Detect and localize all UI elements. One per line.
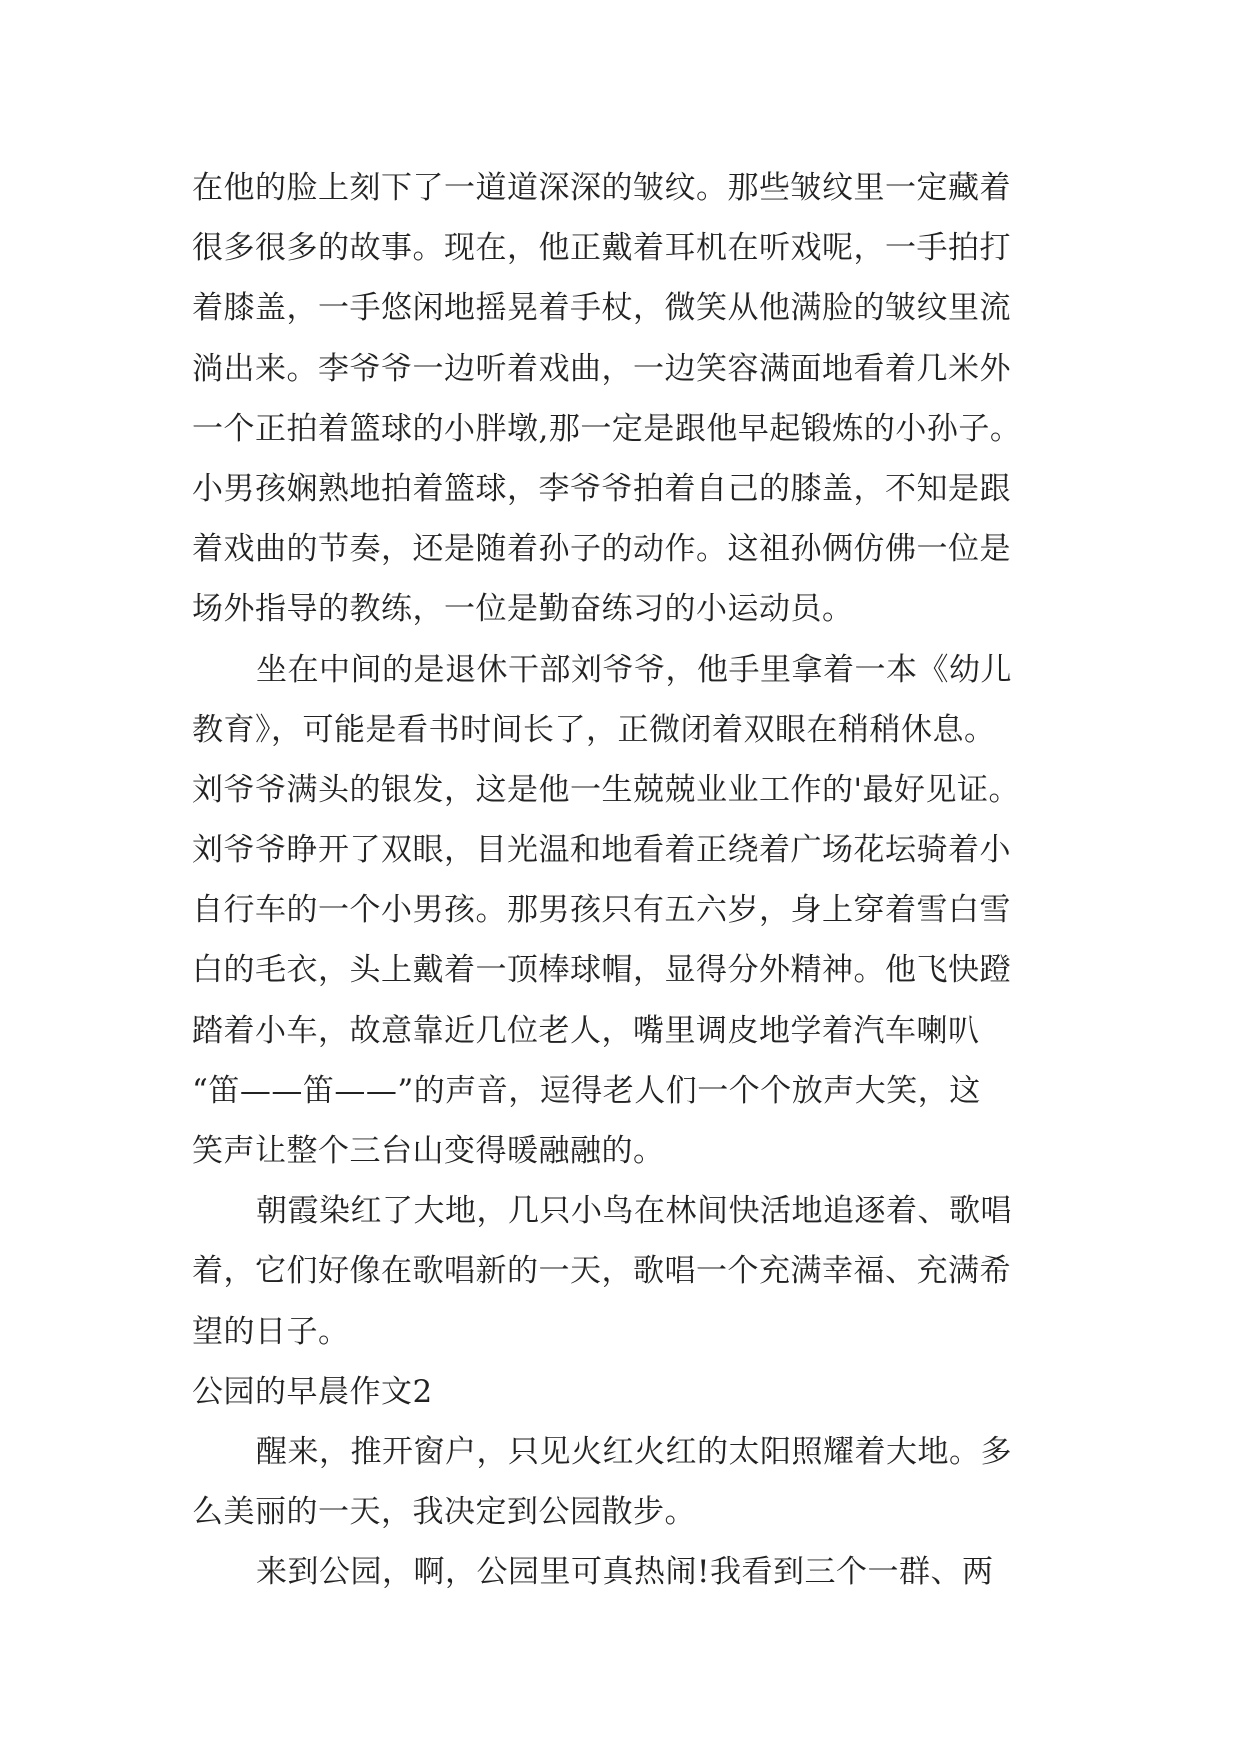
- paragraph-start-line: 醒来，推开窗户，只见火红火红的太阳照耀着大地。多: [256, 1433, 1012, 1470]
- text-line: 着戏曲的节奏，还是随着孙子的动作。这祖孙俩仿佛一位是: [192, 531, 1011, 568]
- text-line: 着膝盖，一手悠闲地摇晃着手杖，微笑从他满脸的皱纹里流: [192, 290, 1011, 327]
- text-line: 小男孩娴熟地拍着篮球，李爷爷拍着自己的膝盖，不知是跟: [192, 470, 1011, 507]
- text-line: 白的毛衣，头上戴着一顶棒球帽，显得分外精神。他飞快蹬: [192, 952, 1011, 989]
- text-line: 淌出来。李爷爷一边听着戏曲，一边笑容满面地看着几米外: [192, 350, 1011, 387]
- text-line: 教育》，可能是看书时间长了，正微闭着双眼在稍稍休息。: [192, 711, 996, 748]
- text-line: 场外指导的教练，一位是勤奋练习的小运动员。: [192, 591, 854, 628]
- text-line: 在他的脸上刻下了一道道深深的皱纹。那些皱纹里一定藏着: [192, 170, 1011, 206]
- text-line: 笑声让整个三台山变得暖融融的。: [192, 1133, 665, 1169]
- text-line: 踏着小车，故意靠近几位老人，嘴里调皮地学着汽车喇叭: [192, 1012, 980, 1049]
- text-line: 望的日子。: [192, 1313, 350, 1350]
- paragraph-start-line: 朝霞染红了大地，几只小鸟在林间快活地追逐着、歌唱: [256, 1193, 1012, 1230]
- text-line: 着，它们好像在歌唱新的一天，歌唱一个充满幸福、充满希: [192, 1253, 1011, 1290]
- text-line: 自行车的一个小男孩。那男孩只有五六岁，身上穿着雪白雪: [192, 892, 1011, 929]
- section-heading: 公园的早晨作文2: [192, 1373, 433, 1410]
- text-line: 刘爷爷满头的银发，这是他一生兢兢业业工作的'最好见证。: [192, 771, 1021, 808]
- text-line: 么美丽的一天，我决定到公园散步。: [192, 1494, 696, 1531]
- document-body: [192, 158, 1054, 1603]
- paragraph-start-line: 来到公园，啊，公园里可真热闹!我看到三个一群、两: [256, 1554, 994, 1591]
- text-line: 一个正拍着篮球的小胖墩,那一定是跟他早起锻炼的小孙子。: [192, 410, 1022, 447]
- text-line: 很多很多的故事。现在，他正戴着耳机在听戏呢，一手拍打: [192, 230, 1011, 267]
- text-line: “笛——笛——”的声音，逗得老人们一个个放声大笑，这: [192, 1072, 981, 1109]
- paragraph-start-line: 坐在中间的是退休干部刘爷爷，他手里拿着一本《幼儿: [256, 651, 1012, 688]
- text-line: 刘爷爷睁开了双眼，目光温和地看着正绕着广场花坛骑着小: [192, 832, 1011, 869]
